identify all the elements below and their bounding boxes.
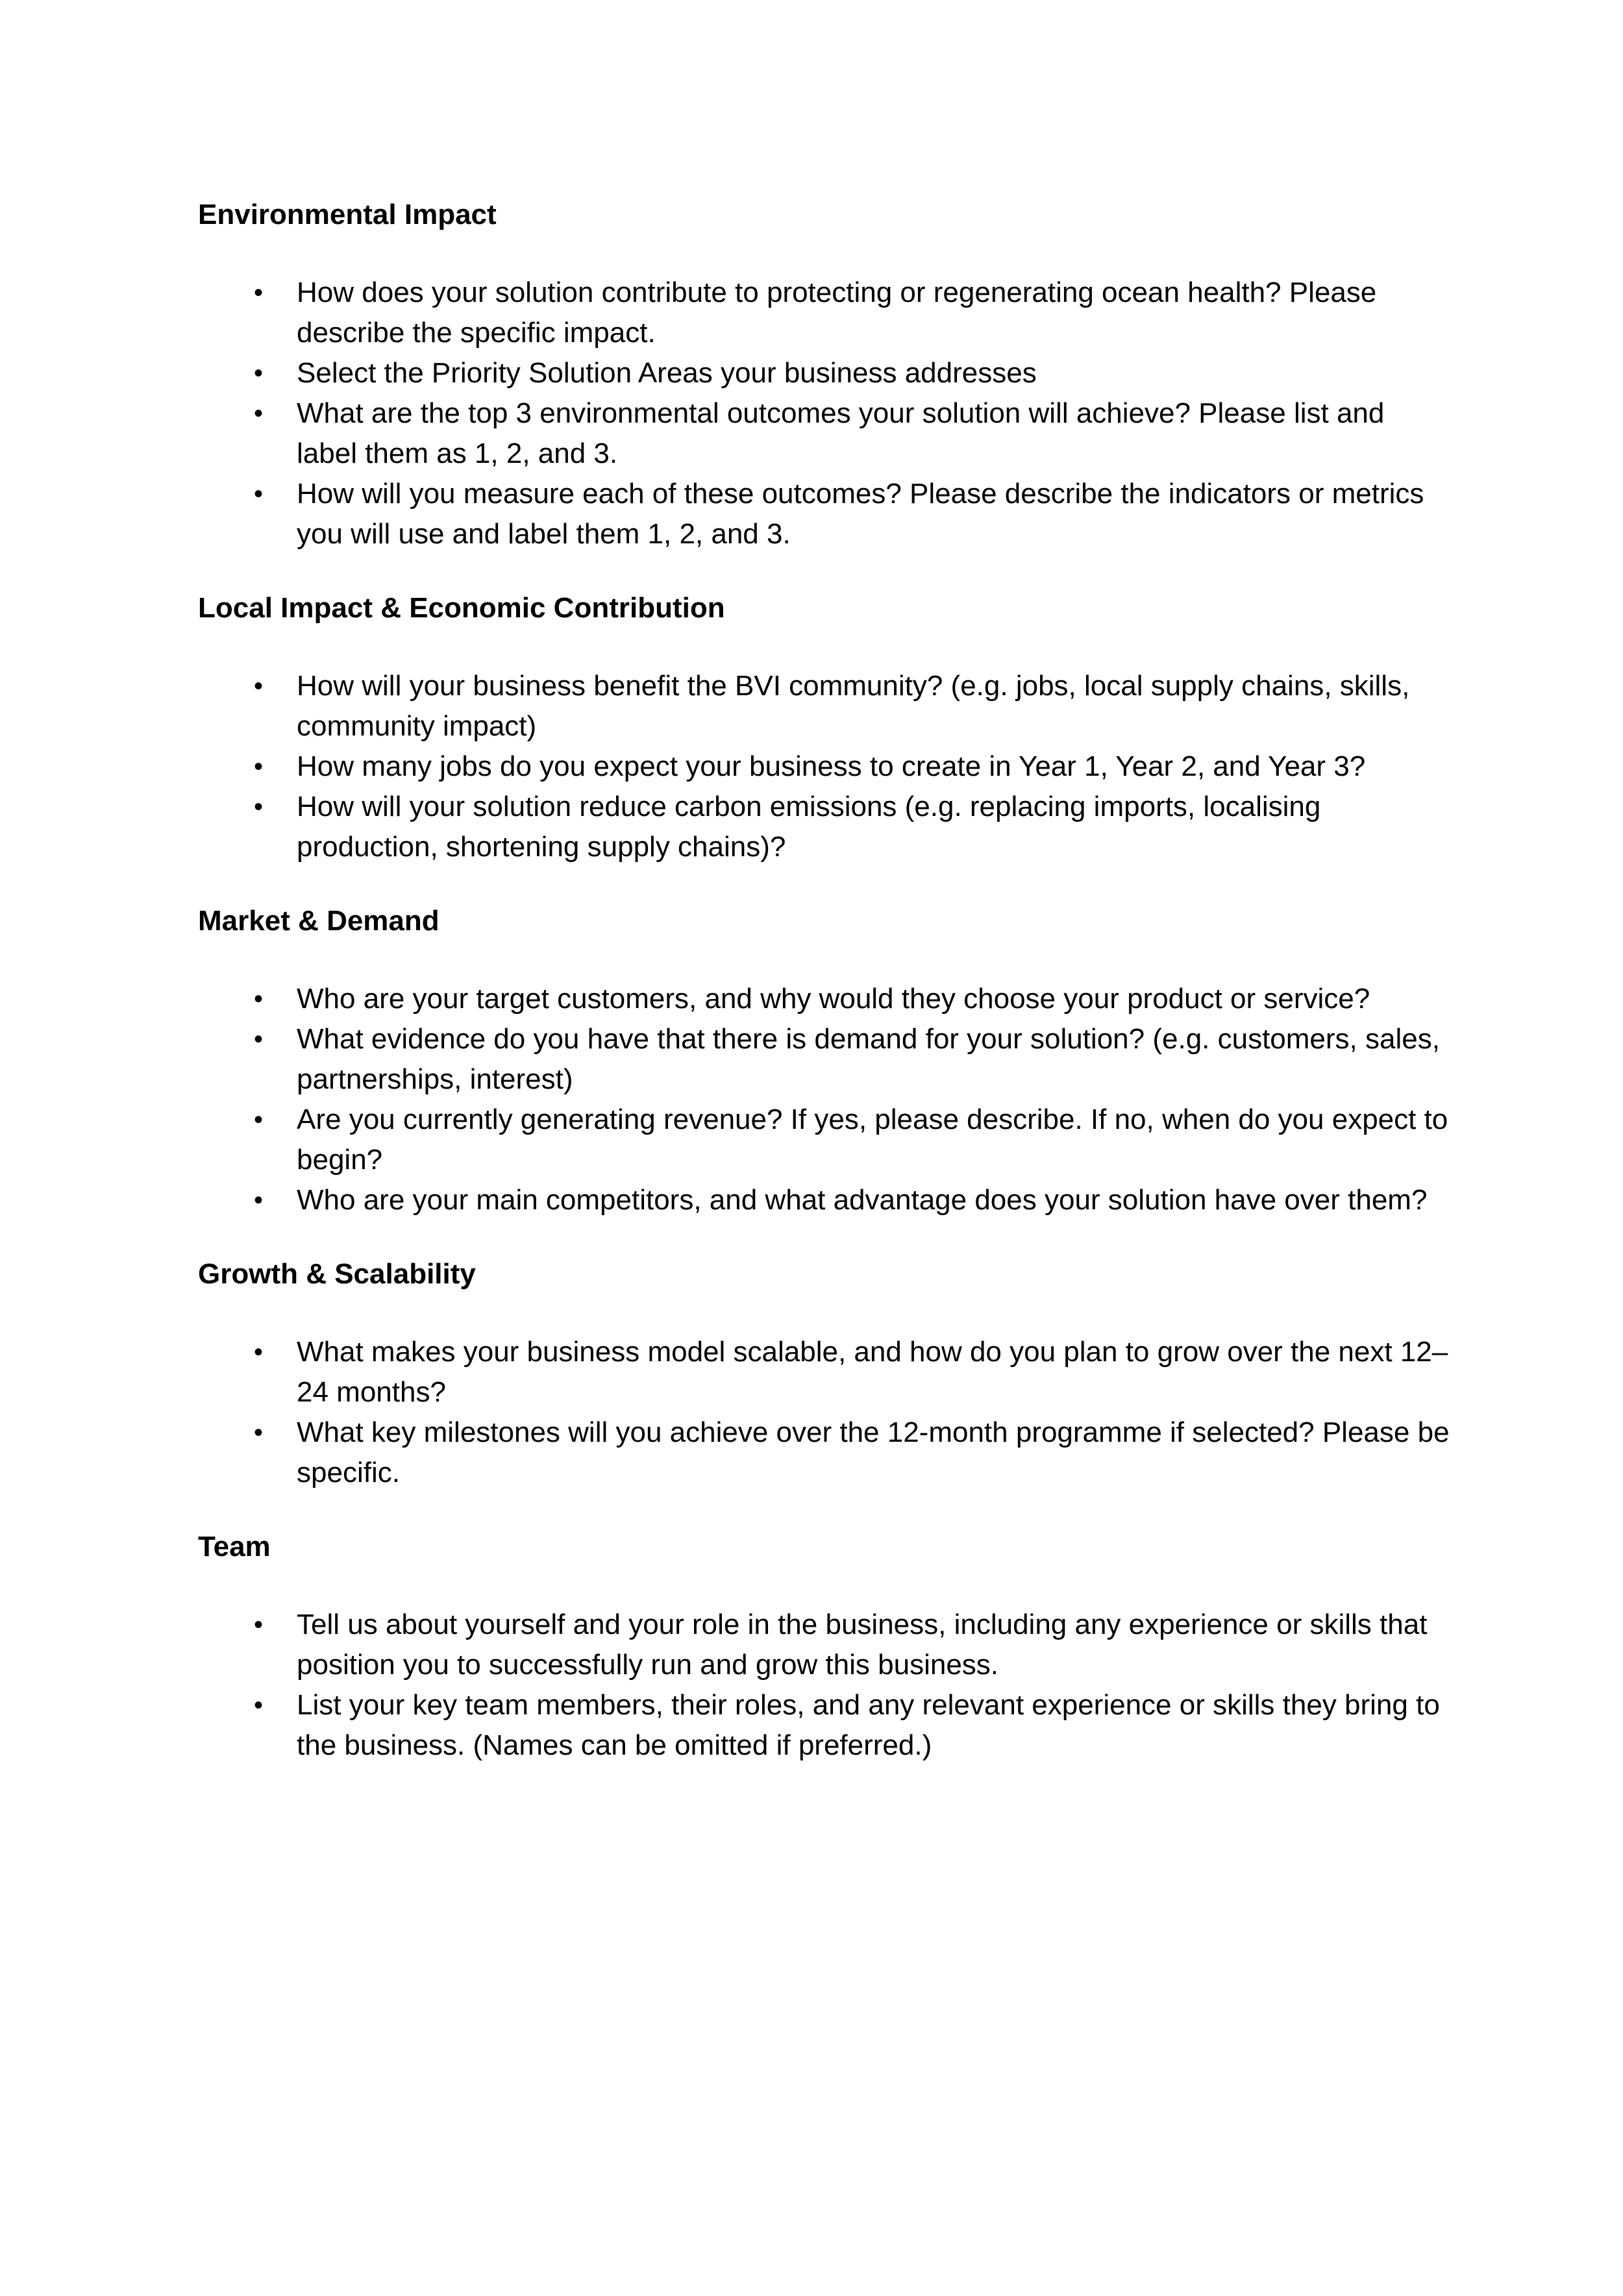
question-text: List your key team members, their roles, and any relevant experience or skills they bring to the business. (Names can be omitted if preferred.) xyxy=(297,1689,1440,1761)
question-text: How will you measure each of these outcomes? Please describe the indicators or metrics you will use and label them 1, 2, and 3. xyxy=(297,478,1424,550)
list-item xyxy=(198,787,1451,867)
question-text: Tell us about yourself and your role in the business, including any experience or skills that position you to successfully run and grow this business. xyxy=(297,1609,1428,1681)
list-item xyxy=(198,1605,1451,1685)
list-item xyxy=(198,1685,1451,1766)
list-item xyxy=(198,1413,1451,1493)
bullet-icon: • xyxy=(253,1025,263,1054)
list-item xyxy=(198,747,1451,787)
bullet-icon: • xyxy=(253,793,263,821)
list-item xyxy=(198,1019,1451,1100)
bullet-icon: • xyxy=(253,399,263,428)
bullet-icon: • xyxy=(253,1186,263,1215)
question-text: How will your business benefit the BVI community? (e.g. jobs, local supply chains, skills, community impact) xyxy=(297,670,1410,742)
question-text: How many jobs do you expect your business to create in Year 1, Year 2, and Year 3? xyxy=(297,750,1366,782)
question-text: What makes your business model scalable, and how do you plan to grow over the next 12–24 months? xyxy=(297,1336,1448,1408)
question-text: Who are your target customers, and why would they choose your product or service? xyxy=(297,983,1370,1015)
list-item xyxy=(198,979,1451,1019)
list-item xyxy=(198,1100,1451,1180)
section-heading: Local Impact & Economic Contribution xyxy=(198,592,725,624)
section-heading: Market & Demand xyxy=(198,905,440,937)
section-team xyxy=(198,1527,1451,1766)
question-list xyxy=(198,979,1451,1220)
list-item xyxy=(198,1332,1451,1413)
section-local-impact xyxy=(198,588,1451,867)
bullet-icon: • xyxy=(253,1338,263,1366)
list-item xyxy=(198,474,1451,554)
bullet-icon: • xyxy=(253,752,263,781)
list-item xyxy=(198,273,1451,353)
section-heading: Team xyxy=(198,1531,271,1562)
question-text: How will your solution reduce carbon emissions (e.g. replacing imports, localising production, shortening supply chains)? xyxy=(297,791,1321,863)
question-text: What key milestones will you achieve over the 12-month programme if selected? Please be specific. xyxy=(297,1416,1450,1488)
section-environmental-impact xyxy=(198,195,1451,554)
question-list xyxy=(198,1605,1451,1766)
section-heading: Growth & Scalability xyxy=(198,1258,476,1290)
question-list xyxy=(198,666,1451,867)
question-text: Select the Priority Solution Areas your business addresses xyxy=(297,357,1037,389)
list-item xyxy=(198,393,1451,474)
question-text: What evidence do you have that there is demand for your solution? (e.g. customers, sales, partnerships, interest) xyxy=(297,1023,1440,1095)
question-list xyxy=(198,1332,1451,1493)
bullet-icon: • xyxy=(253,359,263,388)
question-text: Are you currently generating revenue? If yes, please describe. If no, when do you expect to begin? xyxy=(297,1104,1448,1176)
bullet-icon: • xyxy=(253,672,263,700)
bullet-icon: • xyxy=(253,1418,263,1447)
list-item xyxy=(198,666,1451,747)
bullet-icon: • xyxy=(253,985,263,1013)
bullet-icon: • xyxy=(253,480,263,508)
bullet-icon: • xyxy=(253,1611,263,1639)
question-text: How does your solution contribute to protecting or regenerating ocean health? Please describe the specific impact. xyxy=(297,277,1377,349)
question-list xyxy=(198,273,1451,554)
section-market-demand xyxy=(198,901,1451,1220)
list-item xyxy=(198,1180,1451,1220)
question-text: What are the top 3 environmental outcomes your solution will achieve? Please list and label them as 1, 2, and 3. xyxy=(297,397,1385,469)
question-text: Who are your main competitors, and what advantage does your solution have over them? xyxy=(297,1184,1428,1216)
bullet-icon: • xyxy=(253,1105,263,1134)
section-growth-scalability xyxy=(198,1254,1451,1493)
bullet-icon: • xyxy=(253,1691,263,1720)
document-content xyxy=(198,195,1451,1799)
section-heading: Environmental Impact xyxy=(198,199,497,230)
bullet-icon: • xyxy=(253,278,263,307)
list-item xyxy=(198,353,1451,393)
